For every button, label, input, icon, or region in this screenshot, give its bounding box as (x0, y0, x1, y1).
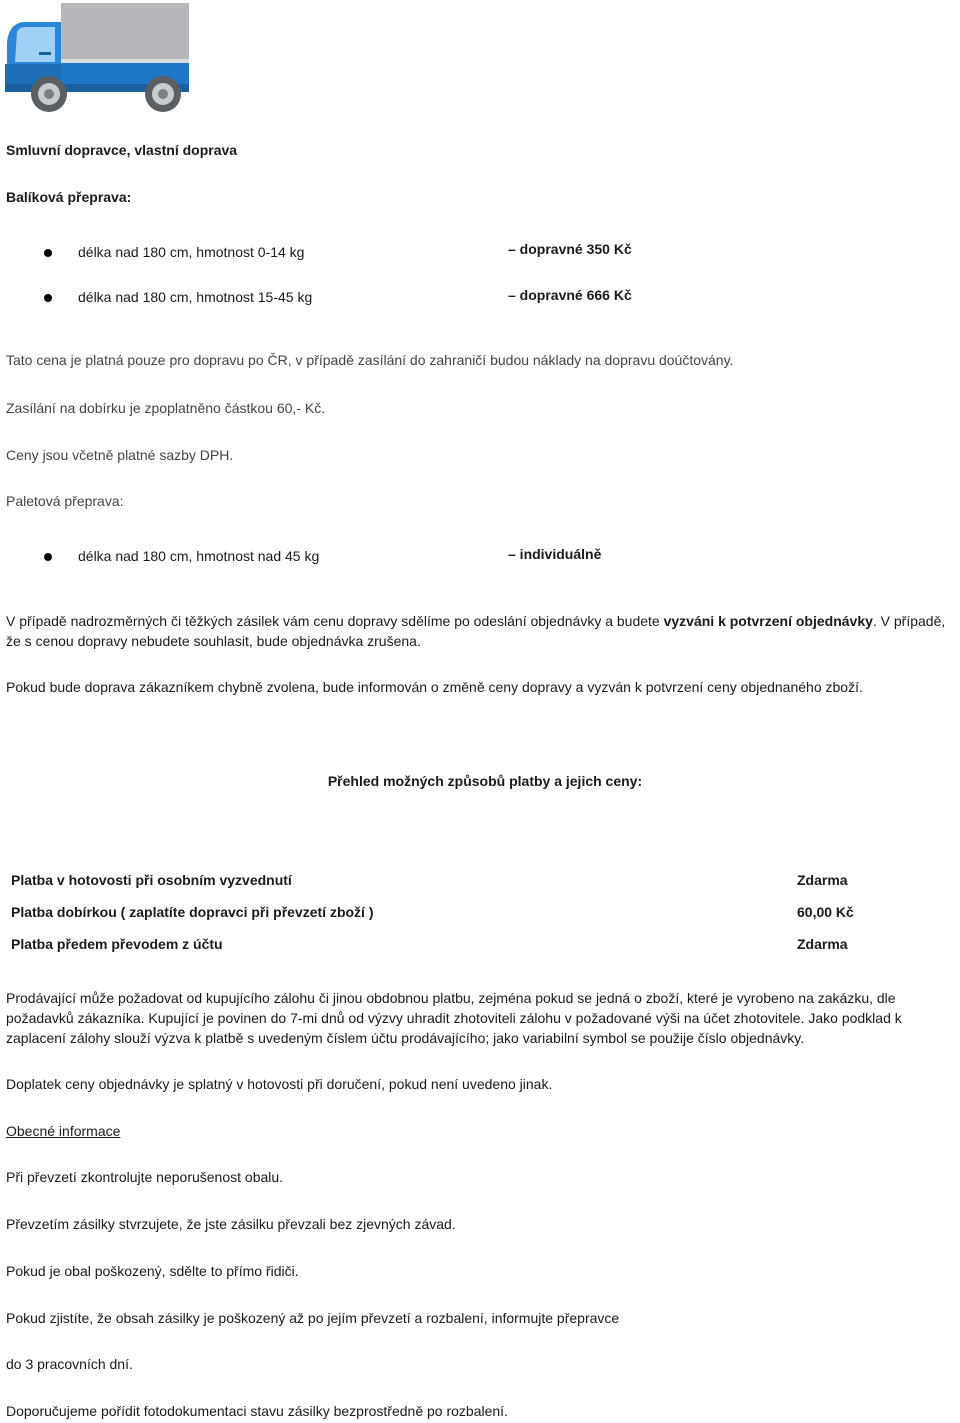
package-item-price: – dopravné 666 Kč (508, 287, 632, 303)
package-item-price: – dopravné 350 Kč (508, 241, 632, 257)
general-line: Doporučujeme pořídit fotodokumentaci stavu zásilky bezprostředně po rozbalení. (6, 1403, 508, 1419)
pallet-item-label: délka nad 180 cm, hmotnost nad 45 kg (78, 548, 320, 564)
oversize-text-end: . V případě, že s cenou dopravy nebudete souhlasit, bude objednávka zrušena. (6, 613, 946, 649)
bullet-icon (44, 294, 52, 302)
bullet-icon (44, 553, 52, 561)
cash-note: Doplatek ceny objednávky je splatný v hotovosti při doručení, pokud není uvedeno jinak. (6, 1076, 553, 1092)
package-item-label: délka nad 180 cm, hmotnost 15-45 kg (78, 289, 313, 305)
payment-method: Platba dobírkou ( zaplatíte dopravci při převzetí zboží ) (11, 904, 374, 920)
payment-method: Platba v hotovosti při osobním vyzvednutí (11, 872, 292, 888)
wrong-choice-note: Pokud bude doprava zákazníkem chybně zvolena, bude informován o změně ceny dopravy a vyzván k potvrzení ceny objednaného zboží. (6, 679, 863, 695)
general-line: do 3 pracovních dní. (6, 1356, 133, 1372)
oversize-text-bold: vyzváni k potvrzení objednávky (663, 613, 873, 629)
general-line: Převzetím zásilky stvrzujete, že jste zásilku převzali bez zjevných závad. (6, 1216, 456, 1232)
package-note: Tato cena je platná pouze pro dopravu po ČR, v případě zasílání do zahraničí budou náklady na dopravu doúčtovány. (6, 352, 734, 368)
general-line: Při převzetí zkontrolujte neporušenost obalu. (6, 1169, 284, 1185)
advance-payment-paragraph: Prodávající může požadovat od kupujícího zálohu či jinou obdobnou platbu, zejména pokud se jedná o zboží, které je vyrobeno na zakázku, dle požadavků zákazníka. Kupující je povinen do 7-mi dnů od výzvy uhradit zhotoviteli zálohu v požadované výši na účet zhotovitele. Jako podklad k zaplacení zálohy slouží výzva k platbě s uvedeným číslem účtu prodávajícího; jako variabilní symbol se použije číslo objednávky. (6, 990, 902, 1046)
carrier-title: Smluvní dopravce, vlastní doprava (6, 142, 238, 158)
payments-heading: Přehled možných způsobů platby a jejich ceny: (327, 773, 643, 789)
oversize-paragraph (6, 611, 956, 651)
bullet-icon (44, 249, 52, 257)
oversize-text: V případě nadrozměrných či těžkých zásilek vám cenu dopravy sdělíme po odeslání objednávky a budete (6, 613, 664, 629)
package-note: Zasílání na dobírku je zpoplatněno částkou 60,- Kč. (6, 400, 326, 416)
package-note: Ceny jsou včetně platné sazby DPH. (6, 447, 234, 463)
payment-method: Platba předem převodem z účtu (11, 936, 223, 952)
general-line: Pokud je obal poškozený, sdělte to přímo řidiči. (6, 1263, 299, 1279)
delivery-truck-icon (3, 2, 189, 114)
general-line: Pokud zjistíte, že obsah zásilky je poškozený až po jejím převzetí a rozbalení, informujte přepravce (6, 1310, 620, 1326)
general-heading (6, 1123, 120, 1139)
payment-price: Zdarma (797, 872, 848, 888)
general-heading-text: Obecné informace (6, 1123, 121, 1139)
payment-price: 60,00 Kč (797, 904, 854, 920)
package-heading: Balíková přeprava: (6, 189, 132, 205)
package-item-label: délka nad 180 cm, hmotnost 0-14 kg (78, 244, 305, 260)
payment-price: Zdarma (797, 936, 848, 952)
pallet-heading: Paletová přeprava: (6, 493, 124, 509)
pallet-item-price: – individuálně (508, 546, 602, 562)
